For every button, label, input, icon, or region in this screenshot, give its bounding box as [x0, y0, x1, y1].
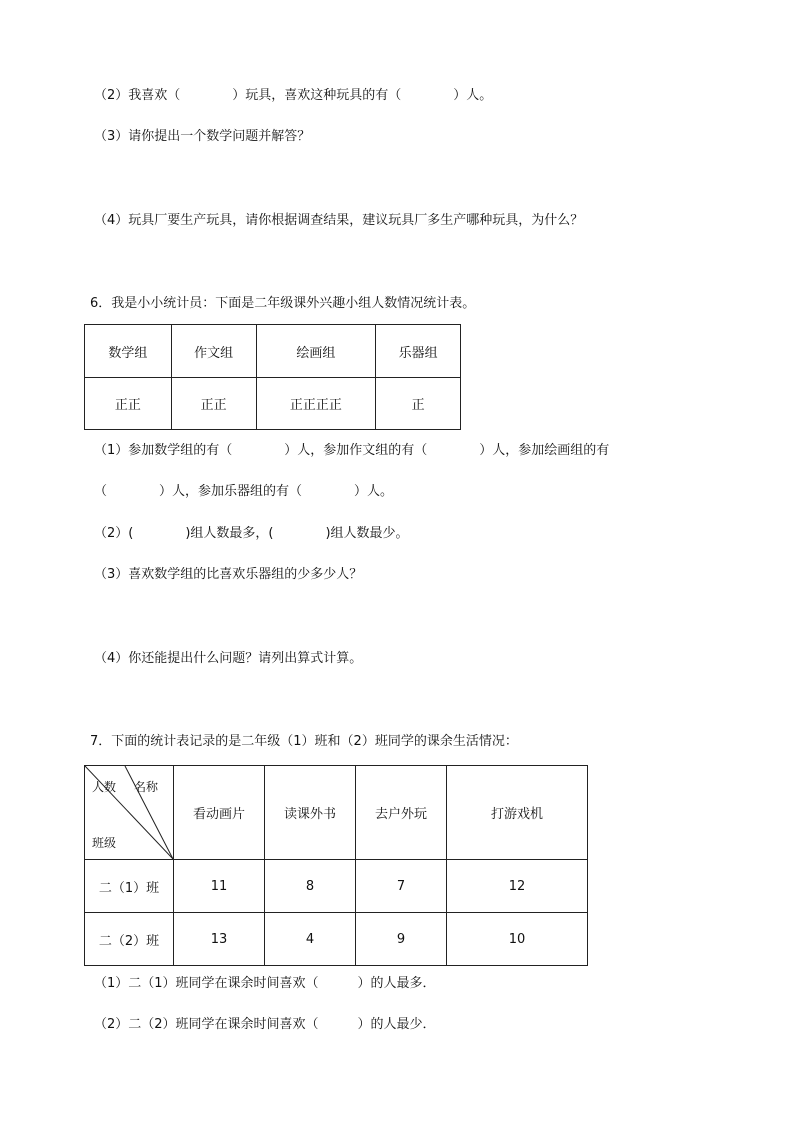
cell-value: 13 — [174, 913, 265, 966]
cell-value: 11 — [174, 860, 265, 913]
cell-value: 4 — [265, 913, 356, 966]
question-6-2: （2）( )组人数最多，( )组人数最少。 — [94, 526, 409, 541]
question-6-1-line1: （1）参加数学组的有（ ）人，参加作文组的有（ ）人，参加绘画组的有 — [94, 443, 610, 458]
corner-label-class: 班级 — [92, 836, 117, 850]
header-video-games: 打游戏机 — [447, 766, 588, 860]
corner-label-count: 人数 — [92, 780, 117, 794]
question-6-4: （4）你还能提出什么问题？请列出算式计算。 — [94, 651, 363, 666]
tally-writing-group: 正正 — [171, 378, 256, 430]
header-outdoors: 去户外玩 — [356, 766, 447, 860]
tally-math-group: 正正 — [85, 378, 172, 430]
cell-value: 8 — [265, 860, 356, 913]
corner-label-name: 名称 — [134, 780, 159, 794]
header-math-group: 数学组 — [85, 325, 172, 378]
question-7-1: （1）二（1）班同学在课余时间喜欢（ ）的人最多． — [94, 976, 436, 991]
header-writing-group: 作文组 — [171, 325, 256, 378]
cell-value: 9 — [356, 913, 447, 966]
section-6-title: 6．我是小小统计员：下面是二年级课外兴趣小组人数情况统计表。 — [90, 296, 476, 311]
question-6-1-line2: （ ）人，参加乐器组的有（ ）人。 — [94, 484, 394, 499]
question-5-3: （3）请你提出一个数学问题并解答？ — [94, 129, 311, 144]
question-5-4: （4）玩具厂要生产玩具，请你根据调查结果，建议玩具厂多生产哪种玩具，为什么？ — [94, 213, 584, 228]
question-5-2: （2）我喜欢（ ）玩具，喜欢这种玩具的有（ ）人。 — [94, 88, 493, 103]
header-reading: 读课外书 — [265, 766, 356, 860]
after-school-table — [84, 765, 588, 966]
cell-value: 7 — [356, 860, 447, 913]
cell-value: 12 — [447, 860, 588, 913]
question-6-3: （3）喜欢数学组的比喜欢乐器组的少多少人？ — [94, 567, 363, 582]
header-cartoons: 看动画片 — [174, 766, 265, 860]
tally-drawing-group: 正正正正 — [256, 378, 376, 430]
table-corner-header — [85, 766, 174, 860]
question-7-2: （2）二（2）班同学在课余时间喜欢（ ）的人最少． — [94, 1017, 436, 1032]
section-7-title: 7．下面的统计表记录的是二年级（1）班和（2）班同学的课余生活情况： — [90, 734, 518, 749]
cell-value: 10 — [447, 913, 588, 966]
row-label-class-2: 二（2）班 — [85, 913, 174, 966]
row-label-class-1: 二（1）班 — [85, 860, 174, 913]
interest-group-table — [84, 324, 461, 430]
table-row — [85, 913, 588, 966]
header-music-group: 乐器组 — [376, 325, 461, 378]
tally-music-group: 正 — [376, 378, 461, 430]
header-drawing-group: 绘画组 — [256, 325, 376, 378]
table-row — [85, 860, 588, 913]
